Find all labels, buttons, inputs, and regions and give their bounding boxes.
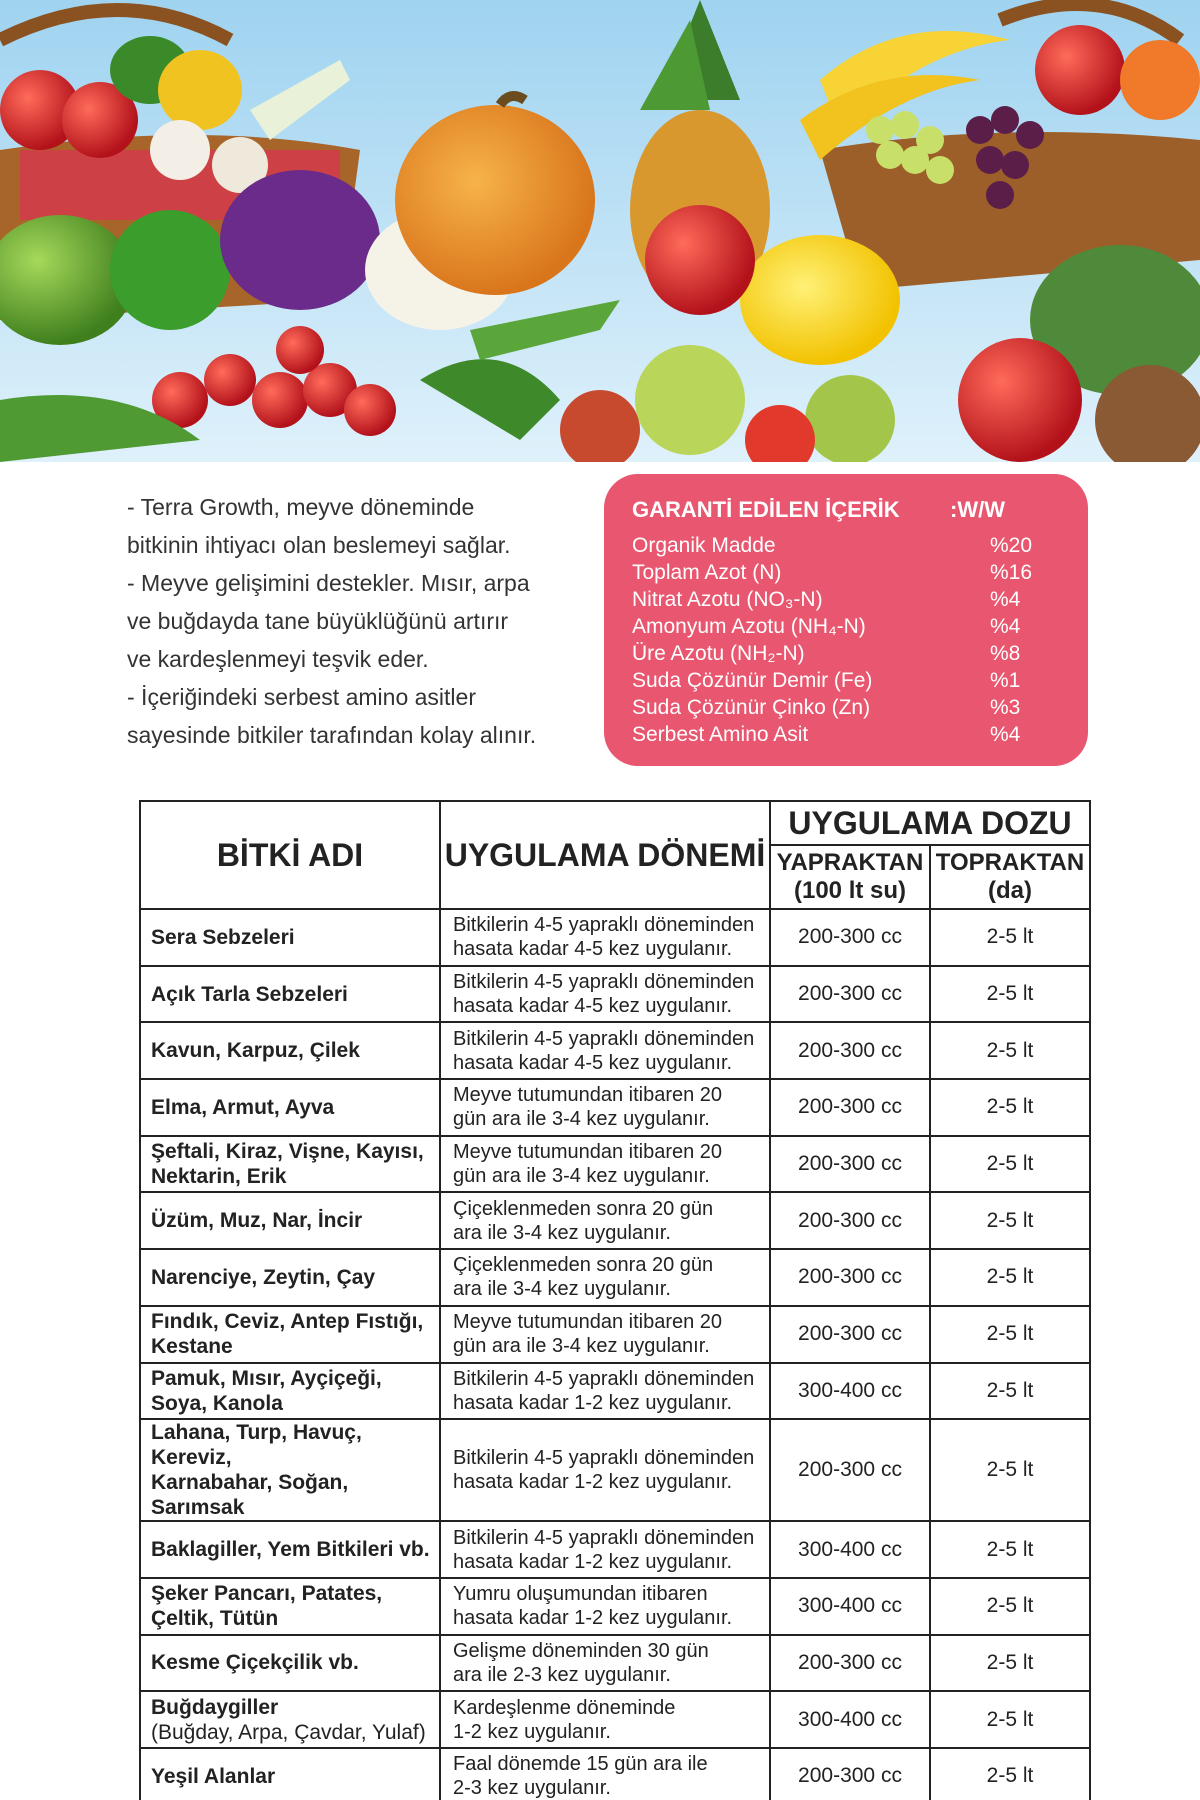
header-plant-name: BİTKİ ADI xyxy=(140,801,440,909)
guaranteed-row xyxy=(632,640,1060,667)
ingredient-name: Üre Azotu (NH₂-N) xyxy=(632,641,805,665)
period-line: Bitkilerin 4-5 yapraklı döneminden xyxy=(453,971,755,994)
header-foliar xyxy=(770,845,930,909)
ingredient-value: %4 xyxy=(990,614,1021,638)
intro-line: - İçeriğindeki serbest amino asitler xyxy=(127,684,476,710)
table-row xyxy=(140,1521,1090,1578)
foliar-dose-cell: 200-300 cc xyxy=(770,1748,930,1800)
soil-dose-cell: 2-5 lt xyxy=(930,1521,1090,1578)
header-application-dose: UYGULAMA DOZU xyxy=(770,801,1090,845)
foliar-dose-cell: 200-300 cc xyxy=(770,1022,930,1079)
plant-cell xyxy=(140,1521,440,1578)
table-row xyxy=(140,909,1090,966)
period-line: ara ile 2-3 kez uygulanır. xyxy=(453,1663,671,1686)
period-line: Meyve tutumundan itibaren 20 xyxy=(453,1311,723,1334)
table-row xyxy=(140,1192,1090,1249)
plant-name-line: Çeltik, Tütün xyxy=(151,1607,279,1631)
table-row xyxy=(140,1748,1090,1800)
application-table xyxy=(139,800,1091,1800)
table-row xyxy=(140,1249,1090,1306)
ingredient-value: %8 xyxy=(990,641,1021,665)
period-line: hasata kadar 1-2 kez uygulanır. xyxy=(453,1607,733,1630)
period-cell xyxy=(440,1363,770,1420)
guaranteed-unit: :W/W xyxy=(950,497,1005,522)
plant-name-line: Lahana, Turp, Havuç, Kereviz, xyxy=(151,1421,362,1470)
plant-cell xyxy=(140,966,440,1023)
table-row xyxy=(140,1363,1090,1420)
plant-name-line: Karnabahar, Soğan, Sarımsak xyxy=(151,1471,349,1520)
period-cell xyxy=(440,1635,770,1692)
ingredient-value: %20 xyxy=(990,533,1033,557)
period-cell xyxy=(440,1691,770,1748)
plant-name-line: Pamuk, Mısır, Ayçiçeği, xyxy=(151,1366,382,1390)
plant-cell xyxy=(140,1635,440,1692)
table-row xyxy=(140,1136,1090,1193)
period-line: Yumru oluşumundan itibaren xyxy=(453,1583,708,1606)
soil-dose-cell: 2-5 lt xyxy=(930,1578,1090,1635)
hero-image xyxy=(0,0,1200,462)
intro-line: bitkinin ihtiyacı olan beslemeyi sağlar. xyxy=(127,532,511,558)
intro-line: ve kardeşlenmeyi teşvik eder. xyxy=(127,646,429,672)
period-cell xyxy=(440,1022,770,1079)
soil-dose-cell: 2-5 lt xyxy=(930,1192,1090,1249)
period-line: Bitkilerin 4-5 yapraklı döneminden xyxy=(453,1027,755,1050)
ingredient-name: Toplam Azot (N) xyxy=(632,560,782,584)
period-line: Bitkilerin 4-5 yapraklı döneminden xyxy=(453,1447,755,1470)
intro-line: - Terra Growth, meyve döneminde xyxy=(127,494,475,520)
period-cell xyxy=(440,1079,770,1136)
soil-dose-cell: 2-5 lt xyxy=(930,1136,1090,1193)
ingredient-value: %4 xyxy=(990,587,1021,611)
plant-name-line: Soya, Kanola xyxy=(151,1391,283,1415)
period-line: Gelişme döneminden 30 gün xyxy=(453,1639,709,1662)
period-line: hasata kadar 4-5 kez uygulanır. xyxy=(453,995,733,1018)
intro-line: sayesinde bitkiler tarafından kolay alınır. xyxy=(127,722,537,748)
foliar-dose-cell: 200-300 cc xyxy=(770,1249,930,1306)
table-row xyxy=(140,1635,1090,1692)
table-row xyxy=(140,1079,1090,1136)
plant-name-line: Üzüm, Muz, Nar, İncir xyxy=(151,1209,363,1233)
plant-name-line: Kesme Çiçekçilik vb. xyxy=(151,1651,359,1675)
period-line: Faal dönemde 15 gün ara ile xyxy=(453,1753,708,1776)
period-line: gün ara ile 3-4 kez uygulanır. xyxy=(453,1335,710,1358)
period-line: hasata kadar 1-2 kez uygulanır. xyxy=(453,1471,733,1494)
period-line: Çiçeklenmeden sonra 20 gün xyxy=(453,1254,714,1277)
foliar-dose-cell: 300-400 cc xyxy=(770,1521,930,1578)
soil-dose-cell: 2-5 lt xyxy=(930,1079,1090,1136)
period-line: Meyve tutumundan itibaren 20 xyxy=(453,1084,723,1107)
period-cell xyxy=(440,1748,770,1800)
period-line: hasata kadar 4-5 kez uygulanır. xyxy=(453,938,733,961)
plant-cell xyxy=(140,1419,440,1521)
foliar-dose-cell: 200-300 cc xyxy=(770,966,930,1023)
soil-dose-cell: 2-5 lt xyxy=(930,1419,1090,1521)
intro-line: - Meyve gelişimini destekler. Mısır, arpa xyxy=(127,570,530,596)
plant-name-line: Açık Tarla Sebzeleri xyxy=(151,982,348,1006)
header-soil xyxy=(930,845,1090,909)
plant-name-line: Sera Sebzeleri xyxy=(151,925,295,949)
plant-cell xyxy=(140,1578,440,1635)
table-row xyxy=(140,1578,1090,1635)
period-line: hasata kadar 4-5 kez uygulanır. xyxy=(453,1051,733,1074)
plant-name-line: Nektarin, Erik xyxy=(151,1165,287,1189)
guaranteed-header xyxy=(632,494,1060,526)
foliar-dose-cell: 300-400 cc xyxy=(770,1691,930,1748)
period-line: ara ile 3-4 kez uygulanır. xyxy=(453,1278,671,1301)
soil-dose-cell: 2-5 lt xyxy=(930,1306,1090,1363)
period-cell xyxy=(440,1578,770,1635)
header-foliar-unit: (100 lt su) xyxy=(793,877,907,904)
soil-dose-cell: 2-5 lt xyxy=(930,1635,1090,1692)
foliar-dose-cell: 300-400 cc xyxy=(770,1363,930,1420)
period-line: gün ara ile 3-4 kez uygulanır. xyxy=(453,1165,710,1188)
plant-name-line: Elma, Armut, Ayva xyxy=(151,1095,335,1119)
foliar-dose-cell: 200-300 cc xyxy=(770,1136,930,1193)
guaranteed-row xyxy=(632,721,1060,748)
soil-dose-cell: 2-5 lt xyxy=(930,1022,1090,1079)
foliar-dose-cell: 200-300 cc xyxy=(770,909,930,966)
plant-cell xyxy=(140,1748,440,1800)
ingredient-name: Suda Çözünür Çinko (Zn) xyxy=(632,695,871,719)
soil-dose-cell: 2-5 lt xyxy=(930,966,1090,1023)
ingredient-name: Serbest Amino Asit xyxy=(632,722,809,746)
period-cell xyxy=(440,909,770,966)
period-line: Çiçeklenmeden sonra 20 gün xyxy=(453,1197,714,1220)
period-cell xyxy=(440,1249,770,1306)
period-line: gün ara ile 3-4 kez uygulanır. xyxy=(453,1108,710,1131)
foliar-dose-cell: 200-300 cc xyxy=(770,1192,930,1249)
ingredient-value: %3 xyxy=(990,695,1021,719)
period-cell xyxy=(440,1306,770,1363)
soil-dose-cell: 2-5 lt xyxy=(930,1691,1090,1748)
plant-name-line: Buğdaygiller xyxy=(151,1695,279,1719)
plant-name-line: Fındık, Ceviz, Antep Fıstığı, xyxy=(151,1310,424,1334)
plant-name-line: Şeker Pancarı, Patates, xyxy=(151,1582,383,1606)
period-cell xyxy=(440,1521,770,1578)
foliar-dose-cell: 200-300 cc xyxy=(770,1306,930,1363)
intro-text xyxy=(127,488,597,754)
guaranteed-content-box xyxy=(604,474,1088,766)
table-row xyxy=(140,1419,1090,1521)
plant-cell xyxy=(140,1079,440,1136)
period-line: 1-2 kez uygulanır. xyxy=(453,1720,611,1743)
period-line: Bitkilerin 4-5 yapraklı döneminden xyxy=(453,1526,755,1549)
plant-name-line: Kavun, Karpuz, Çilek xyxy=(151,1039,360,1063)
table-row xyxy=(140,966,1090,1023)
header-soil-unit: (da) xyxy=(988,877,1032,904)
plant-name-line: Baklagiller, Yem Bitkileri vb. xyxy=(151,1538,430,1562)
period-line: Meyve tutumundan itibaren 20 xyxy=(453,1141,723,1164)
guaranteed-row xyxy=(632,613,1060,640)
header-soil-label: TOPRAKTAN xyxy=(935,849,1085,876)
period-cell xyxy=(440,1419,770,1521)
ingredient-value: %1 xyxy=(990,668,1021,692)
soil-dose-cell: 2-5 lt xyxy=(930,1249,1090,1306)
period-cell xyxy=(440,1136,770,1193)
soil-dose-cell: 2-5 lt xyxy=(930,1748,1090,1800)
period-line: 2-3 kez uygulanır. xyxy=(453,1777,611,1800)
guaranteed-row xyxy=(632,694,1060,721)
period-cell xyxy=(440,966,770,1023)
soil-dose-cell: 2-5 lt xyxy=(930,1363,1090,1420)
plant-name-line: Yeşil Alanlar xyxy=(151,1764,276,1788)
period-line: Bitkilerin 4-5 yapraklı döneminden xyxy=(453,1367,755,1390)
header-application-period: UYGULAMA DÖNEMİ xyxy=(440,801,770,909)
ingredient-name: Amonyum Azotu (NH₄-N) xyxy=(632,614,866,638)
plant-cell xyxy=(140,1022,440,1079)
period-line: Kardeşlenme döneminde xyxy=(453,1696,676,1719)
period-line: Bitkilerin 4-5 yapraklı döneminden xyxy=(453,914,755,937)
plant-name-sub: (Buğday, Arpa, Çavdar, Yulaf) xyxy=(151,1720,426,1744)
plant-cell xyxy=(140,1306,440,1363)
ingredient-name: Organik Madde xyxy=(632,533,776,557)
plant-cell xyxy=(140,1192,440,1249)
period-line: ara ile 3-4 kez uygulanır. xyxy=(453,1221,671,1244)
foliar-dose-cell: 300-400 cc xyxy=(770,1578,930,1635)
table-row xyxy=(140,1306,1090,1363)
guaranteed-row xyxy=(632,559,1060,586)
plant-name-line: Kestane xyxy=(151,1335,233,1359)
guaranteed-row xyxy=(632,586,1060,613)
period-line: hasata kadar 1-2 kez uygulanır. xyxy=(453,1391,733,1414)
header-foliar-label: YAPRAKTAN xyxy=(776,849,924,876)
plant-cell xyxy=(140,1136,440,1193)
table-row xyxy=(140,1691,1090,1748)
guaranteed-title: GARANTİ EDİLEN İÇERİK xyxy=(632,497,900,522)
guaranteed-row xyxy=(632,667,1060,694)
period-line: hasata kadar 1-2 kez uygulanır. xyxy=(453,1550,733,1573)
plant-name-line: Şeftali, Kiraz, Vişne, Kayısı, xyxy=(151,1140,424,1164)
foliar-dose-cell: 200-300 cc xyxy=(770,1419,930,1521)
plant-cell xyxy=(140,1363,440,1420)
table-row xyxy=(140,1022,1090,1079)
ingredient-name: Suda Çözünür Demir (Fe) xyxy=(632,668,873,692)
ingredient-name: Nitrat Azotu (NO₃-N) xyxy=(632,587,823,611)
plant-cell xyxy=(140,1249,440,1306)
foliar-dose-cell: 200-300 cc xyxy=(770,1079,930,1136)
soil-dose-cell: 2-5 lt xyxy=(930,909,1090,966)
plant-cell xyxy=(140,909,440,966)
guaranteed-row xyxy=(632,532,1060,559)
plant-name-line: Narenciye, Zeytin, Çay xyxy=(151,1265,376,1289)
intro-line: ve buğdayda tane büyüklüğünü artırır xyxy=(127,608,509,634)
period-cell xyxy=(440,1192,770,1249)
fruit-vegetable-basket-image xyxy=(0,0,1200,462)
ingredient-value: %4 xyxy=(990,722,1021,746)
plant-cell xyxy=(140,1691,440,1748)
foliar-dose-cell: 200-300 cc xyxy=(770,1635,930,1692)
ingredient-value: %16 xyxy=(990,560,1033,584)
